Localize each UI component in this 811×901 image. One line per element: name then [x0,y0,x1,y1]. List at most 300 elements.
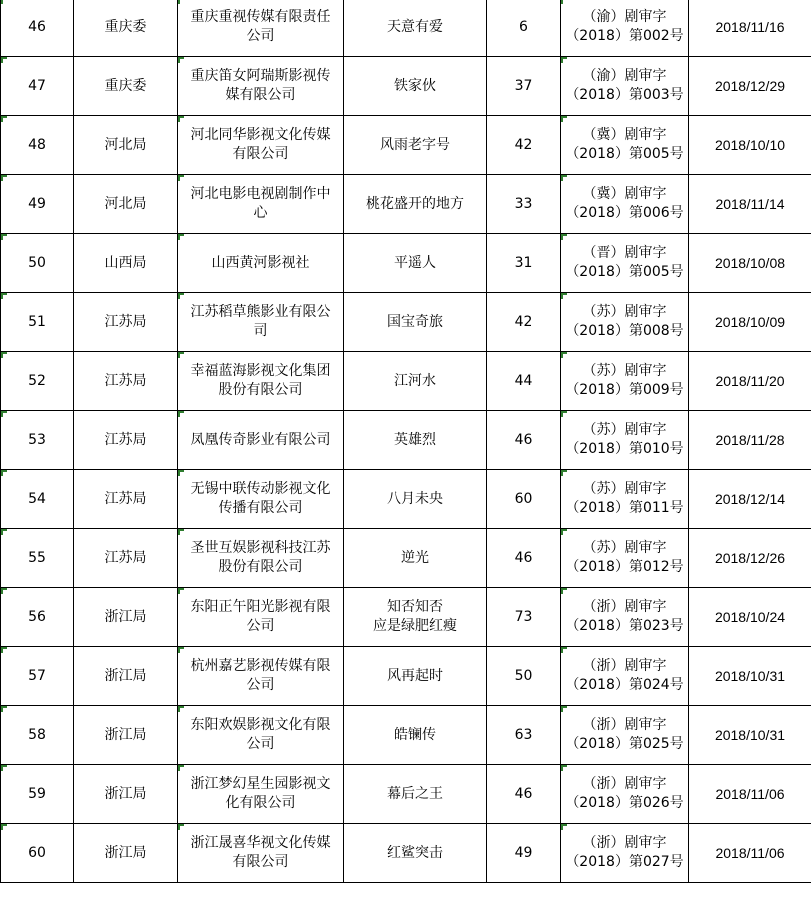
serial-number-cell [1,470,74,529]
drama-title-line: 逆光 [401,549,429,566]
serial-number-text: 54 [28,490,46,507]
serial-number-cell [1,824,74,883]
table-row [1,175,811,234]
company-line: 山西黄河影视社 [211,254,310,271]
company-line: 化有限公司 [225,795,296,811]
company-cell [178,588,344,647]
episodes-cell [487,352,561,411]
episodes-text: 46 [514,785,533,802]
episodes-cell [487,824,561,883]
bureau-text: 河北局 [104,195,147,212]
table-row [1,706,811,765]
company-line: 股份有限公司 [218,382,303,398]
permit-number-line: （渝）剧审字 [582,9,667,25]
drama-title-cell [344,175,487,234]
bureau-text: 江苏局 [104,313,147,330]
serial-number-text: 57 [28,667,46,684]
drama-title-line: 平遥人 [394,254,436,271]
cell-corner-mark [1,765,7,771]
permit-number-cell [561,647,689,706]
company-cell [178,57,344,116]
issue-date-text: 2018/11/06 [715,785,785,802]
drama-title-line: 知否知否 [387,599,443,615]
episodes-text: 60 [514,490,533,507]
drama-title-cell [344,0,487,57]
bureau-text: 江苏局 [104,490,147,507]
company-line: 传播有限公司 [218,500,303,516]
permit-number-cell [561,116,689,175]
company-cell [178,765,344,824]
bureau-cell [74,588,178,647]
drama-title-line: 国宝奇旅 [387,313,443,330]
episodes-text: 33 [514,195,533,212]
episodes-cell [487,0,561,57]
serial-number-cell [1,588,74,647]
serial-number-cell [1,765,74,824]
issue-date-text: 2018/12/26 [714,549,786,566]
cell-corner-mark [178,529,184,535]
episodes-cell [487,588,561,647]
cell-corner-mark [178,352,184,358]
issue-date-text: 2018/10/24 [714,608,786,625]
drama-title-cell [344,57,487,116]
table-row [1,470,811,529]
table-row [1,0,811,57]
bureau-cell [74,234,178,293]
bureau-text: 江苏局 [104,372,147,389]
permit-number-line: （2018）第005号 [565,264,684,280]
drama-title-cell [344,765,487,824]
company-line: 心 [253,205,268,221]
bureau-cell [74,647,178,706]
bureau-text: 山西局 [104,254,147,271]
company-cell [178,824,344,883]
permit-number-cell [561,765,689,824]
cell-corner-mark [561,116,567,122]
episodes-text: 46 [514,431,533,448]
table-body [1,0,811,883]
company-line: 公司 [246,677,275,693]
bureau-text: 重庆委 [104,18,147,35]
drama-title-line: 铁家伙 [394,77,436,94]
cell-corner-mark [178,0,184,4]
serial-number-text: 49 [28,195,46,212]
serial-number-text: 56 [28,608,46,625]
cell-corner-mark [1,293,7,299]
drama-title-cell [344,352,487,411]
company-cell [178,529,344,588]
cell-corner-mark [1,706,7,712]
issue-date-text: 2018/10/08 [714,254,786,271]
cell-corner-mark [561,411,567,417]
permit-number-line: （2018）第024号 [565,677,684,693]
permit-number-cell [561,352,689,411]
bureau-text: 浙江局 [104,667,147,684]
table-row [1,765,811,824]
episodes-text: 6 [519,18,528,35]
permit-number-cell [561,57,689,116]
issue-date-cell [689,706,811,765]
cell-corner-mark [1,57,7,63]
episodes-text: 42 [514,136,533,153]
table-row [1,824,811,883]
cell-corner-mark [1,0,7,4]
permit-number-line: （2018）第010号 [565,441,684,457]
permit-number-cell [561,470,689,529]
permit-number-line: （2018）第023号 [565,618,684,634]
cell-corner-mark [178,175,184,181]
company-cell [178,293,344,352]
bureau-cell [74,470,178,529]
serial-number-cell [1,234,74,293]
permit-number-line: （2018）第025号 [565,736,684,752]
episodes-text: 63 [514,726,533,743]
permit-number-line: （苏）剧审字 [582,304,667,320]
issue-date-cell [689,588,811,647]
company-line: 公司 [246,618,275,634]
episodes-cell [487,647,561,706]
issue-date-text: 2018/12/14 [714,490,786,507]
table-row [1,352,811,411]
drama-title-line: 幕后之王 [387,785,443,802]
permit-number-line: （2018）第026号 [565,795,684,811]
bureau-cell [74,529,178,588]
permit-number-line: （2018）第011号 [565,500,684,516]
permit-number-line: （2018）第009号 [565,382,684,398]
drama-title-line: 红鲨突击 [387,844,443,861]
issue-date-cell [689,352,811,411]
company-line: 公司 [246,28,275,44]
company-cell [178,470,344,529]
serial-number-cell [1,0,74,57]
bureau-cell [74,293,178,352]
cell-corner-mark [1,824,7,830]
bureau-text: 浙江局 [104,844,147,861]
drama-title-cell [344,824,487,883]
bureau-text: 浙江局 [104,785,147,802]
bureau-text: 江苏局 [104,549,147,566]
cell-corner-mark [1,234,7,240]
permit-number-line: （冀）剧审字 [582,127,667,143]
drama-title-line: 桃花盛开的地方 [366,195,464,212]
permit-number-line: （浙）剧审字 [582,658,667,674]
cell-corner-mark [178,588,184,594]
bureau-text: 江苏局 [104,431,147,448]
issue-date-text: 2018/11/28 [715,431,785,448]
cell-corner-mark [178,647,184,653]
cell-corner-mark [178,116,184,122]
episodes-cell [487,57,561,116]
permit-number-cell [561,0,689,57]
drama-title-cell [344,234,487,293]
drama-title-cell [344,293,487,352]
table-row [1,57,811,116]
serial-number-text: 50 [28,254,46,271]
permit-number-line: （2018）第002号 [565,28,684,44]
permit-number-line: （2018）第005号 [565,146,684,162]
cell-corner-mark [178,706,184,712]
drama-title-line: 风再起时 [387,667,443,684]
episodes-text: 49 [514,844,533,861]
company-line: 媒有限公司 [225,87,296,103]
episodes-text: 50 [514,667,533,684]
episodes-cell [487,529,561,588]
permit-number-line: （苏）剧审字 [582,363,667,379]
company-cell [178,352,344,411]
permit-number-cell [561,293,689,352]
drama-title-cell [344,647,487,706]
bureau-cell [74,411,178,470]
permit-number-line: （浙）剧审字 [582,835,667,851]
issue-date-cell [689,234,811,293]
serial-number-cell [1,529,74,588]
episodes-cell [487,411,561,470]
serial-number-cell [1,411,74,470]
table-row [1,647,811,706]
cell-corner-mark [561,765,567,771]
serial-number-cell [1,293,74,352]
company-line: 东阳正午阳光影视有限 [190,599,331,615]
drama-title-line: 皓镧传 [394,726,436,743]
cell-corner-mark [178,293,184,299]
company-line: 重庆笛女阿瑞斯影视传 [190,68,331,84]
cell-corner-mark [561,706,567,712]
cell-corner-mark [178,234,184,240]
cell-corner-mark [561,293,567,299]
company-line: 杭州嘉艺影视传媒有限 [190,658,331,674]
episodes-text: 44 [514,372,533,389]
drama-title-cell [344,411,487,470]
permit-number-cell [561,706,689,765]
serial-number-text: 46 [28,18,46,35]
company-line: 股份有限公司 [218,559,303,575]
drama-title-line: 英雄烈 [394,431,436,448]
serial-number-text: 59 [28,785,46,802]
permit-number-cell [561,411,689,470]
table-row [1,234,811,293]
cell-corner-mark [561,57,567,63]
drama-title-line: 江河水 [394,372,436,389]
issue-date-text: 2018/10/10 [714,136,786,153]
serial-number-cell [1,57,74,116]
cell-corner-mark [1,116,7,122]
permit-number-line: （苏）剧审字 [582,422,667,438]
bureau-cell [74,175,178,234]
table-row [1,293,811,352]
serial-number-text: 60 [28,844,46,861]
bureau-text: 重庆委 [104,77,147,94]
cell-corner-mark [1,470,7,476]
cell-corner-mark [561,647,567,653]
serial-number-text: 52 [28,372,46,389]
episodes-cell [487,293,561,352]
permit-number-cell [561,824,689,883]
serial-number-text: 53 [28,431,46,448]
permit-number-cell [561,529,689,588]
bureau-cell [74,765,178,824]
cell-corner-mark [561,175,567,181]
drama-title-cell [344,706,487,765]
issue-date-cell [689,293,811,352]
episodes-cell [487,116,561,175]
company-line: 凤凰传奇影业有限公司 [190,431,331,448]
drama-title-line: 应是绿肥红瘦 [373,618,457,634]
permit-number-line: （渝）剧审字 [582,68,667,84]
issue-date-cell [689,116,811,175]
permit-number-line: （2018）第012号 [565,559,684,575]
drama-title-line: 天意有爱 [387,18,443,35]
serial-number-cell [1,706,74,765]
permit-number-line: （2018）第006号 [565,205,684,221]
cell-corner-mark [1,175,7,181]
company-cell [178,116,344,175]
cell-corner-mark [561,0,567,4]
company-line: 圣世互娱影视科技江苏 [190,540,331,556]
permit-number-line: （2018）第003号 [565,87,684,103]
issue-date-cell [689,647,811,706]
drama-title-cell [344,588,487,647]
company-cell [178,411,344,470]
episodes-cell [487,234,561,293]
issue-date-text: 2018/12/29 [714,77,786,94]
permit-number-line: （2018）第027号 [565,854,684,870]
serial-number-cell [1,116,74,175]
cell-corner-mark [561,470,567,476]
permit-number-line: （晋）剧审字 [582,245,667,261]
issue-date-cell [689,175,811,234]
permit-number-line: （苏）剧审字 [582,540,667,556]
serial-number-text: 47 [28,77,46,94]
table-row [1,411,811,470]
bureau-cell [74,0,178,57]
cell-corner-mark [1,529,7,535]
drama-title-cell [344,470,487,529]
drama-title-cell [344,529,487,588]
issue-date-text: 2018/11/16 [715,18,785,35]
company-cell [178,0,344,57]
company-line: 东阳欢娱影视文化有限 [190,717,331,733]
cell-corner-mark [1,352,7,358]
cell-corner-mark [561,588,567,594]
drama-title-cell [344,116,487,175]
cell-corner-mark [178,411,184,417]
serial-number-text: 55 [28,549,46,566]
company-cell [178,647,344,706]
company-cell [178,706,344,765]
issue-date-text: 2018/11/06 [715,844,785,861]
bureau-text: 河北局 [104,136,147,153]
cell-corner-mark [561,529,567,535]
episodes-text: 37 [514,77,533,94]
cell-corner-mark [178,824,184,830]
episodes-cell [487,470,561,529]
issue-date-text: 2018/10/31 [714,726,786,743]
permit-number-line: （冀）剧审字 [582,186,667,202]
table-row [1,529,811,588]
company-cell [178,234,344,293]
company-line: 河北同华影视文化传媒 [190,127,331,143]
issue-date-cell [689,529,811,588]
company-line: 重庆重视传媒有限责任 [190,9,331,25]
episodes-text: 46 [514,549,533,566]
permit-number-cell [561,175,689,234]
company-line: 有限公司 [232,854,289,870]
bureau-text: 浙江局 [104,726,147,743]
bureau-cell [74,116,178,175]
issue-date-cell [689,57,811,116]
episodes-cell [487,706,561,765]
company-line: 幸福蓝海影视文化集团 [190,363,331,379]
permit-number-line: （2018）第008号 [565,323,684,339]
episodes-cell [487,175,561,234]
company-line: 无锡中联传动影视文化 [190,481,331,497]
issue-date-cell [689,470,811,529]
company-line: 江苏稻草熊影业有限公 [190,304,331,320]
issue-date-cell [689,824,811,883]
issue-date-text: 2018/11/20 [715,372,785,389]
company-line: 公司 [246,736,275,752]
drama-title-line: 风雨老字号 [380,136,450,153]
issue-date-text: 2018/11/14 [715,195,785,212]
company-line: 河北电影电视剧制作中 [190,186,331,202]
bureau-text: 浙江局 [104,608,147,625]
issue-date-cell [689,765,811,824]
cell-corner-mark [1,588,7,594]
serial-number-cell [1,175,74,234]
cell-corner-mark [178,470,184,476]
episodes-text: 42 [514,313,533,330]
company-line: 浙江晟喜华视文化传媒 [190,835,331,851]
permit-number-cell [561,234,689,293]
cell-corner-mark [561,352,567,358]
bureau-cell [74,706,178,765]
permit-number-line: （浙）剧审字 [582,776,667,792]
issue-date-text: 2018/10/09 [714,313,786,330]
cell-corner-mark [1,411,7,417]
serial-number-cell [1,352,74,411]
permit-number-line: （苏）剧审字 [582,481,667,497]
episodes-text: 73 [514,608,533,625]
company-line: 司 [253,323,268,339]
serial-number-text: 48 [28,136,46,153]
issue-date-cell [689,0,811,57]
issue-date-text: 2018/10/31 [714,667,786,684]
company-line: 有限公司 [232,146,289,162]
episodes-cell [487,765,561,824]
serial-number-text: 58 [28,726,46,743]
episodes-text: 31 [514,254,533,271]
bureau-cell [74,824,178,883]
table-row [1,116,811,175]
permit-number-cell [561,588,689,647]
drama-title-line: 八月未央 [387,490,443,507]
cell-corner-mark [561,824,567,830]
cell-corner-mark [178,765,184,771]
permit-number-line: （浙）剧审字 [582,717,667,733]
bureau-cell [74,57,178,116]
issue-date-cell [689,411,811,470]
table-row [1,588,811,647]
company-cell [178,175,344,234]
cell-corner-mark [1,647,7,653]
permit-number-line: （浙）剧审字 [582,599,667,615]
serial-number-text: 51 [28,313,46,330]
serial-number-cell [1,647,74,706]
cell-corner-mark [178,57,184,63]
cell-corner-mark [561,234,567,240]
bureau-cell [74,352,178,411]
company-line: 浙江梦幻星生园影视文 [190,776,331,792]
